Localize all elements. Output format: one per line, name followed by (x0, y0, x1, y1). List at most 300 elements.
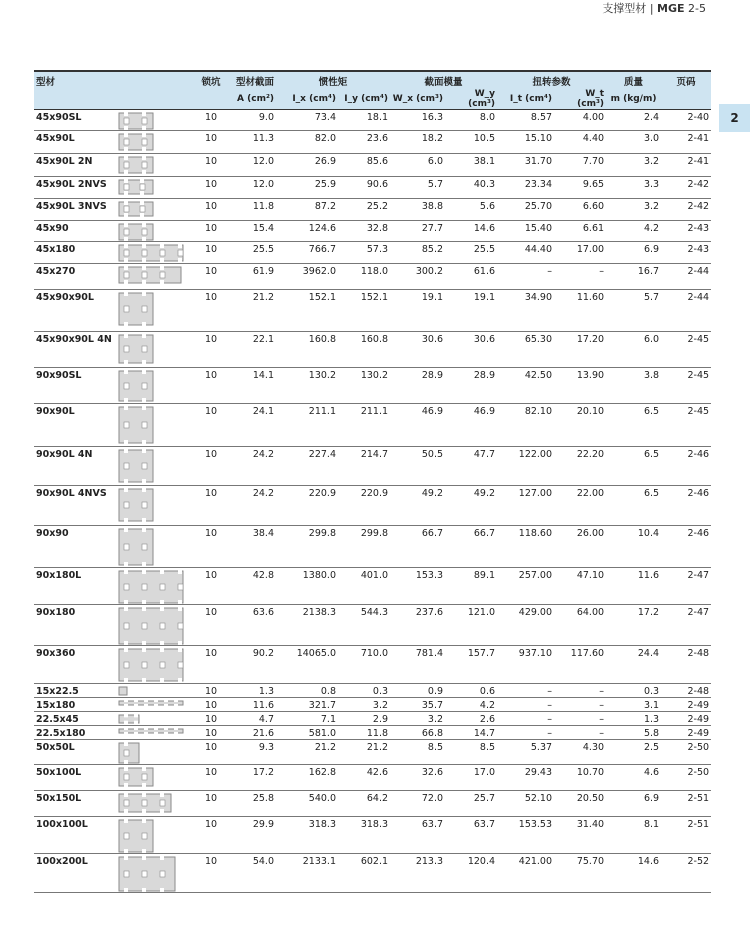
iy-value: 23.6 (338, 131, 390, 154)
slot: 10 (196, 684, 226, 698)
ix-value: 14065.0 (276, 646, 338, 684)
iy-value: 130.2 (338, 368, 390, 404)
profile-name: 100x200L (34, 854, 116, 893)
col-profile: 型材 (34, 71, 116, 89)
iy-value: 299.8 (338, 526, 390, 568)
table-row (34, 791, 711, 817)
profile-thumbnail-cell (116, 290, 196, 332)
slot: 10 (196, 154, 226, 177)
area-value: 1.3 (226, 684, 276, 698)
profile-thumbnail-cell (116, 199, 196, 221)
wx-value: 19.1 (390, 290, 445, 332)
area-value: 38.4 (226, 526, 276, 568)
wy-value: 14.7 (445, 726, 497, 740)
area-value: 54.0 (226, 854, 276, 893)
profile-thumbnail-cell (116, 726, 196, 740)
wy-value: 157.7 (445, 646, 497, 684)
page-ref: 2-41 (661, 131, 711, 154)
wt-value: 20.50 (554, 791, 606, 817)
it-value: 52.10 (497, 791, 554, 817)
col-thumb-blank (116, 71, 196, 89)
page-ref: 2-48 (661, 646, 711, 684)
it-value: – (497, 698, 554, 712)
table-row (34, 110, 711, 131)
profile-thumbnail-cell (116, 221, 196, 242)
it-value: 122.00 (497, 447, 554, 486)
it-value: 153.53 (497, 817, 554, 854)
table-row (34, 221, 711, 242)
profile-name: 45x90L 2NVS (34, 177, 116, 199)
profile-thumbnail-cell (116, 568, 196, 605)
wy-value: 8.0 (445, 110, 497, 131)
profile-thumbnail-cell (116, 242, 196, 264)
wt-value: 10.70 (554, 765, 606, 791)
wx-value: 66.8 (390, 726, 445, 740)
wy-value: 49.2 (445, 486, 497, 526)
iy-value: 2.9 (338, 712, 390, 726)
page-ref: 2-50 (661, 765, 711, 791)
profile-name: 45x270 (34, 264, 116, 290)
mass-value: 0.3 (606, 684, 661, 698)
profile-cross-section-icon (118, 700, 184, 706)
ix-value: 1380.0 (276, 568, 338, 605)
page-ref: 2-49 (661, 726, 711, 740)
iy-value: 64.2 (338, 791, 390, 817)
page-ref: 2-46 (661, 526, 711, 568)
table-row (34, 765, 711, 791)
ix-value: 7.1 (276, 712, 338, 726)
it-value: 65.30 (497, 332, 554, 368)
profile-cross-section-icon (118, 334, 154, 364)
page-ref: 2-45 (661, 368, 711, 404)
area-value: 12.0 (226, 177, 276, 199)
profile-table (34, 70, 711, 893)
wy-value: 25.7 (445, 791, 497, 817)
profile-name: 22.5x180 (34, 726, 116, 740)
page-ref: 2-41 (661, 154, 711, 177)
ix-value: 162.8 (276, 765, 338, 791)
ix-value: 318.3 (276, 817, 338, 854)
ix-value: 299.8 (276, 526, 338, 568)
col-it: I_t (cm⁴) (497, 89, 554, 110)
profile-cross-section-icon (118, 607, 184, 645)
profile-thumbnail-cell (116, 154, 196, 177)
wy-value: 120.4 (445, 854, 497, 893)
profile-cross-section-icon (118, 449, 154, 483)
wx-value: 0.9 (390, 684, 445, 698)
slot: 10 (196, 712, 226, 726)
iy-value: 18.1 (338, 110, 390, 131)
profile-cross-section-icon (118, 244, 184, 262)
it-value: 5.37 (497, 740, 554, 765)
wy-value: 121.0 (445, 605, 497, 646)
col-area-unit: A (cm²) (226, 89, 276, 110)
profile-name: 15x22.5 (34, 684, 116, 698)
slot: 10 (196, 791, 226, 817)
wt-value: 4.40 (554, 131, 606, 154)
ix-value: 160.8 (276, 332, 338, 368)
area-value: 22.1 (226, 332, 276, 368)
wt-value: 11.60 (554, 290, 606, 332)
mass-value: 8.1 (606, 817, 661, 854)
slot: 10 (196, 199, 226, 221)
table-row (34, 726, 711, 740)
page-ref: 2-49 (661, 712, 711, 726)
mass-value: 10.4 (606, 526, 661, 568)
col-area: 型材截面 (226, 71, 276, 89)
mass-value: 6.5 (606, 404, 661, 447)
wy-value: 28.9 (445, 368, 497, 404)
wx-value: 49.2 (390, 486, 445, 526)
wt-value: – (554, 684, 606, 698)
area-value: 11.3 (226, 131, 276, 154)
area-value: 14.1 (226, 368, 276, 404)
iy-value: 710.0 (338, 646, 390, 684)
wy-value: 14.6 (445, 221, 497, 242)
area-value: 24.1 (226, 404, 276, 447)
header-separator: | (649, 2, 654, 15)
mass-value: 17.2 (606, 605, 661, 646)
wx-value: 6.0 (390, 154, 445, 177)
col-wt: W_t (cm³) (554, 89, 606, 110)
mass-value: 6.9 (606, 242, 661, 264)
profile-name: 45x90SL (34, 110, 116, 131)
mass-value: 6.0 (606, 332, 661, 368)
wy-value: 46.9 (445, 404, 497, 447)
area-value: 21.2 (226, 290, 276, 332)
iy-value: 211.1 (338, 404, 390, 447)
profile-cross-section-icon (118, 223, 154, 241)
profile-cross-section-icon (118, 488, 154, 522)
slot: 10 (196, 332, 226, 368)
iy-value: 3.2 (338, 698, 390, 712)
iy-value: 602.1 (338, 854, 390, 893)
ix-value: 130.2 (276, 368, 338, 404)
wt-value: 17.20 (554, 332, 606, 368)
iy-value: 32.8 (338, 221, 390, 242)
page-ref: 2-44 (661, 290, 711, 332)
profile-name: 45x90L (34, 131, 116, 154)
area-value: 11.6 (226, 698, 276, 712)
wy-value: 5.6 (445, 199, 497, 221)
profile-cross-section-icon (118, 292, 154, 326)
profile-cross-section-icon (118, 112, 154, 130)
wt-value: 17.00 (554, 242, 606, 264)
wy-value: 4.2 (445, 698, 497, 712)
wy-value: 66.7 (445, 526, 497, 568)
mass-value: 3.8 (606, 368, 661, 404)
table-row (34, 242, 711, 264)
area-value: 11.8 (226, 199, 276, 221)
profile-name: 45x90L 3NVS (34, 199, 116, 221)
mass-value: 11.6 (606, 568, 661, 605)
it-value: 23.34 (497, 177, 554, 199)
slot: 10 (196, 404, 226, 447)
wx-value: 213.3 (390, 854, 445, 893)
wt-value: 13.90 (554, 368, 606, 404)
wx-value: 38.8 (390, 199, 445, 221)
page-ref: 2-46 (661, 486, 711, 526)
header-row-1 (34, 71, 711, 89)
slot: 10 (196, 177, 226, 199)
wt-value: 75.70 (554, 854, 606, 893)
ix-value: 0.8 (276, 684, 338, 698)
mass-value: 2.5 (606, 740, 661, 765)
ix-value: 124.6 (276, 221, 338, 242)
slot: 10 (196, 817, 226, 854)
wx-value: 72.0 (390, 791, 445, 817)
wx-value: 300.2 (390, 264, 445, 290)
area-value: 25.8 (226, 791, 276, 817)
ix-value: 540.0 (276, 791, 338, 817)
ix-value: 82.0 (276, 131, 338, 154)
it-value: 82.10 (497, 404, 554, 447)
wx-value: 781.4 (390, 646, 445, 684)
wx-value: 27.7 (390, 221, 445, 242)
col-modulus: 截面模量 (390, 71, 497, 89)
profile-name: 22.5x45 (34, 712, 116, 726)
wy-value: 47.7 (445, 447, 497, 486)
it-value: 257.00 (497, 568, 554, 605)
it-value: 118.60 (497, 526, 554, 568)
mass-value: 5.7 (606, 290, 661, 332)
mass-value: 4.6 (606, 765, 661, 791)
wx-value: 18.2 (390, 131, 445, 154)
mass-value: 14.6 (606, 854, 661, 893)
it-value: 44.40 (497, 242, 554, 264)
iy-value: 11.8 (338, 726, 390, 740)
profile-name: 90x180L (34, 568, 116, 605)
area-value: 61.9 (226, 264, 276, 290)
iy-value: 318.3 (338, 817, 390, 854)
profile-thumbnail-cell (116, 404, 196, 447)
col-slot: 锁坑 (196, 71, 226, 89)
page-ref: 2-40 (661, 110, 711, 131)
ix-value: 766.7 (276, 242, 338, 264)
wx-value: 237.6 (390, 605, 445, 646)
wt-value: – (554, 712, 606, 726)
wx-value: 46.9 (390, 404, 445, 447)
wx-value: 3.2 (390, 712, 445, 726)
it-value: 31.70 (497, 154, 554, 177)
it-value: 421.00 (497, 854, 554, 893)
page-ref: 2-43 (661, 242, 711, 264)
iy-value: 42.6 (338, 765, 390, 791)
ix-value: 152.1 (276, 290, 338, 332)
page-ref: 2-50 (661, 740, 711, 765)
wx-value: 35.7 (390, 698, 445, 712)
table-row (34, 646, 711, 684)
profile-name: 50x150L (34, 791, 116, 817)
profile-name: 45x90L 2N (34, 154, 116, 177)
wx-value: 66.7 (390, 526, 445, 568)
profile-thumbnail-cell (116, 177, 196, 199)
mass-value: 5.8 (606, 726, 661, 740)
wy-value: 25.5 (445, 242, 497, 264)
wy-value: 38.1 (445, 154, 497, 177)
slot: 10 (196, 568, 226, 605)
wx-value: 30.6 (390, 332, 445, 368)
table-row (34, 332, 711, 368)
wy-value: 2.6 (445, 712, 497, 726)
mass-value: 3.1 (606, 698, 661, 712)
page-ref: 2-51 (661, 817, 711, 854)
iy-value: 118.0 (338, 264, 390, 290)
ix-value: 73.4 (276, 110, 338, 131)
slot: 10 (196, 698, 226, 712)
profile-cross-section-icon (118, 370, 154, 402)
ix-value: 220.9 (276, 486, 338, 526)
area-value: 24.2 (226, 447, 276, 486)
wt-value: – (554, 726, 606, 740)
wt-value: 47.10 (554, 568, 606, 605)
profile-name: 45x90x90L (34, 290, 116, 332)
iy-value: 25.2 (338, 199, 390, 221)
profile-name: 50x100L (34, 765, 116, 791)
iy-value: 85.6 (338, 154, 390, 177)
table-row (34, 264, 711, 290)
page-ref: 2-51 (661, 791, 711, 817)
page-ref: 2-48 (661, 684, 711, 698)
profile-cross-section-icon (118, 714, 140, 724)
slot: 10 (196, 110, 226, 131)
page-ref: 2-42 (661, 199, 711, 221)
slot: 10 (196, 368, 226, 404)
wt-value: – (554, 264, 606, 290)
wx-value: 50.5 (390, 447, 445, 486)
slot: 10 (196, 264, 226, 290)
it-value: 429.00 (497, 605, 554, 646)
wy-value: 89.1 (445, 568, 497, 605)
table-row (34, 404, 711, 447)
wt-value: 31.40 (554, 817, 606, 854)
wt-value: 4.30 (554, 740, 606, 765)
table-row (34, 199, 711, 221)
it-value: 127.00 (497, 486, 554, 526)
table-row (34, 177, 711, 199)
slot: 10 (196, 740, 226, 765)
profile-cross-section-icon (118, 742, 140, 764)
wt-value: 6.61 (554, 221, 606, 242)
it-value: 34.90 (497, 290, 554, 332)
it-value: – (497, 712, 554, 726)
area-value: 24.2 (226, 486, 276, 526)
area-value: 29.9 (226, 817, 276, 854)
iy-value: 0.3 (338, 684, 390, 698)
mass-value: 6.5 (606, 447, 661, 486)
wy-value: 40.3 (445, 177, 497, 199)
wx-value: 8.5 (390, 740, 445, 765)
mass-value: 16.7 (606, 264, 661, 290)
page-ref: 2-52 (661, 854, 711, 893)
profile-thumbnail-cell (116, 486, 196, 526)
profile-thumbnail-cell (116, 526, 196, 568)
wy-value: 17.0 (445, 765, 497, 791)
profile-thumbnail-cell (116, 447, 196, 486)
wt-value: 117.60 (554, 646, 606, 684)
area-value: 90.2 (226, 646, 276, 684)
slot: 10 (196, 290, 226, 332)
table-row (34, 712, 711, 726)
table-row (34, 368, 711, 404)
profile-thumbnail-cell (116, 332, 196, 368)
profile-cross-section-icon (118, 793, 172, 813)
profile-name: 90x90L 4N (34, 447, 116, 486)
slot: 10 (196, 726, 226, 740)
ix-value: 321.7 (276, 698, 338, 712)
area-value: 15.4 (226, 221, 276, 242)
slot: 10 (196, 447, 226, 486)
it-value: 42.50 (497, 368, 554, 404)
ix-value: 26.9 (276, 154, 338, 177)
page-ref: 2-44 (661, 264, 711, 290)
wx-value: 153.3 (390, 568, 445, 605)
it-value: – (497, 726, 554, 740)
iy-value: 220.9 (338, 486, 390, 526)
profile-cross-section-icon (118, 201, 154, 217)
profile-name: 90x90L 4NVS (34, 486, 116, 526)
profile-thumbnail-cell (116, 712, 196, 726)
table-row (34, 131, 711, 154)
page-number: 2-5 (688, 2, 706, 15)
wy-value: 19.1 (445, 290, 497, 332)
area-value: 63.6 (226, 605, 276, 646)
ix-value: 581.0 (276, 726, 338, 740)
col-inertia: 惯性矩 (276, 71, 390, 89)
col-mass: 质量 (606, 71, 661, 89)
table-row (34, 684, 711, 698)
profile-cross-section-icon (118, 133, 154, 151)
ix-value: 21.2 (276, 740, 338, 765)
ix-value: 2138.3 (276, 605, 338, 646)
area-value: 42.8 (226, 568, 276, 605)
wy-value: 61.6 (445, 264, 497, 290)
profile-name: 90x90SL (34, 368, 116, 404)
ix-value: 227.4 (276, 447, 338, 486)
slot: 10 (196, 526, 226, 568)
profile-cross-section-icon (118, 570, 184, 604)
profile-name: 100x100L (34, 817, 116, 854)
wt-value: 22.00 (554, 486, 606, 526)
table-row (34, 486, 711, 526)
profile-thumbnail-cell (116, 791, 196, 817)
profile-name: 90x360 (34, 646, 116, 684)
it-value: – (497, 264, 554, 290)
slot: 10 (196, 646, 226, 684)
profile-thumbnail-cell (116, 854, 196, 893)
mass-value: 4.2 (606, 221, 661, 242)
mass-value: 3.3 (606, 177, 661, 199)
wx-value: 32.6 (390, 765, 445, 791)
profile-cross-section-icon (118, 528, 154, 566)
page-header (602, 0, 706, 16)
mass-value: 6.5 (606, 486, 661, 526)
iy-value: 214.7 (338, 447, 390, 486)
profile-thumbnail-cell (116, 817, 196, 854)
page-ref: 2-45 (661, 332, 711, 368)
page-ref: 2-47 (661, 568, 711, 605)
iy-value: 57.3 (338, 242, 390, 264)
profile-cross-section-icon (118, 648, 184, 682)
profile-name: 90x180 (34, 605, 116, 646)
wt-value: 64.00 (554, 605, 606, 646)
wy-value: 0.6 (445, 684, 497, 698)
it-value: 15.10 (497, 131, 554, 154)
col-mass-unit: m (kg/m) (606, 89, 661, 110)
mass-value: 3.2 (606, 199, 661, 221)
area-value: 17.2 (226, 765, 276, 791)
profile-thumbnail-cell (116, 684, 196, 698)
